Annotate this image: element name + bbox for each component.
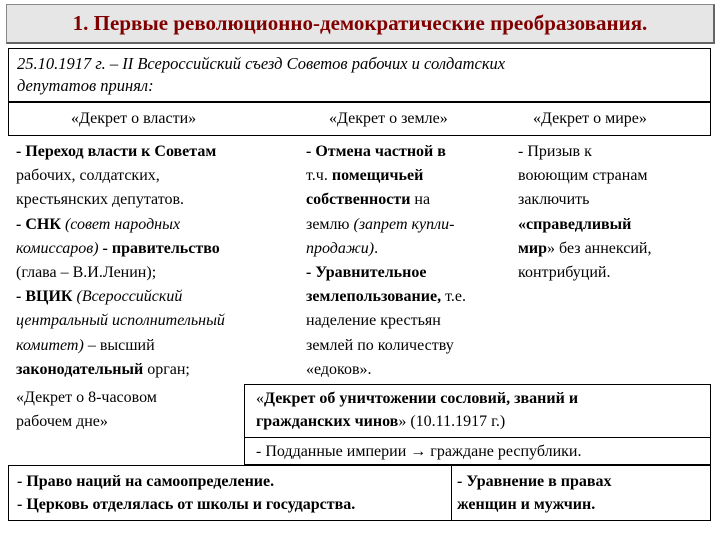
land-line: собственности на	[306, 191, 431, 209]
power-line: законодательный орган;	[16, 360, 190, 378]
estates-line: гражданских чинов» (10.11.1917 г.)	[256, 413, 506, 430]
land-line: т.ч. помещичьей	[306, 167, 424, 185]
workday-line: «Декрет о 8-часовом	[16, 389, 157, 406]
subjects-box	[244, 437, 711, 465]
page-title-text: 1. Первые революционно-демократические преобразования.	[72, 11, 648, 35]
intro-box	[8, 48, 711, 102]
subjects-text: - Подданные империи → граждане республики.	[256, 443, 582, 460]
land-line: наделение крестьян	[306, 312, 441, 330]
land-line: продажи).	[306, 239, 379, 257]
bottom-left-content	[17, 470, 355, 516]
decree-power-header: «Декрет о власти»	[71, 110, 197, 127]
estates-decree-box	[244, 384, 711, 438]
land-decree-content	[306, 140, 511, 382]
land-line: землепользование, т.е.	[306, 288, 466, 306]
decree-land-header: «Декрет о земле»	[329, 110, 448, 127]
bottom-divider	[451, 466, 452, 520]
peace-line: - Призыв к	[518, 143, 592, 160]
peace-line: «справедливый	[518, 215, 632, 233]
power-line: крестьянских депутатов.	[16, 191, 185, 209]
decree-header-row	[8, 102, 711, 136]
bottom-right-line: женщин и мужчин.	[457, 496, 596, 513]
workday-line: рабочем дне»	[16, 413, 108, 430]
bottom-right-line: - Уравнение в правах	[457, 473, 612, 490]
land-line: - Отмена частной в	[306, 143, 446, 160]
power-line: (глава – В.И.Ленин);	[16, 264, 157, 282]
workday-decree	[16, 386, 241, 434]
peace-line: заключить	[518, 191, 590, 209]
land-line: «едоков».	[306, 360, 372, 378]
bottom-box	[8, 465, 711, 521]
land-line: землю (запрет купли-	[306, 215, 455, 233]
power-line: - СНК (совет народных	[16, 215, 181, 233]
power-line: центральный исполнительный	[16, 312, 225, 330]
bottom-right-content	[457, 470, 612, 516]
decree-peace-header: «Декрет о мире»	[533, 110, 647, 127]
peace-line: мир» без аннексий,	[518, 239, 652, 257]
power-line: - Переход власти к Советам	[16, 143, 217, 160]
peace-decree-content	[518, 140, 714, 285]
intro-line-2: депутатов принял:	[17, 76, 154, 95]
power-decree-content	[16, 140, 296, 382]
bottom-left-line: - Церковь отделялась от школы и государства.	[17, 496, 356, 513]
power-line: рабочих, солдатских,	[16, 167, 160, 185]
intro-line-1: 25.10.1917 г. – II Всероссийский съезд Советов рабочих и солдатских	[17, 54, 506, 73]
page-title	[6, 4, 715, 44]
power-line: комиссаров) - правительство	[16, 239, 220, 257]
peace-line: воюющим странам	[518, 167, 648, 185]
land-line: - Уравнительное	[306, 264, 427, 282]
estates-line: «Декрет об уничтожении сословий, званий и	[256, 390, 579, 407]
power-line: - ВЦИК (Всероссийский	[16, 288, 183, 306]
land-line: землей по количеству	[306, 336, 454, 354]
bottom-left-line: - Право наций на самоопределение.	[17, 473, 275, 490]
power-line: комитет) – высший	[16, 336, 155, 354]
peace-line: контрибуций.	[518, 264, 611, 282]
